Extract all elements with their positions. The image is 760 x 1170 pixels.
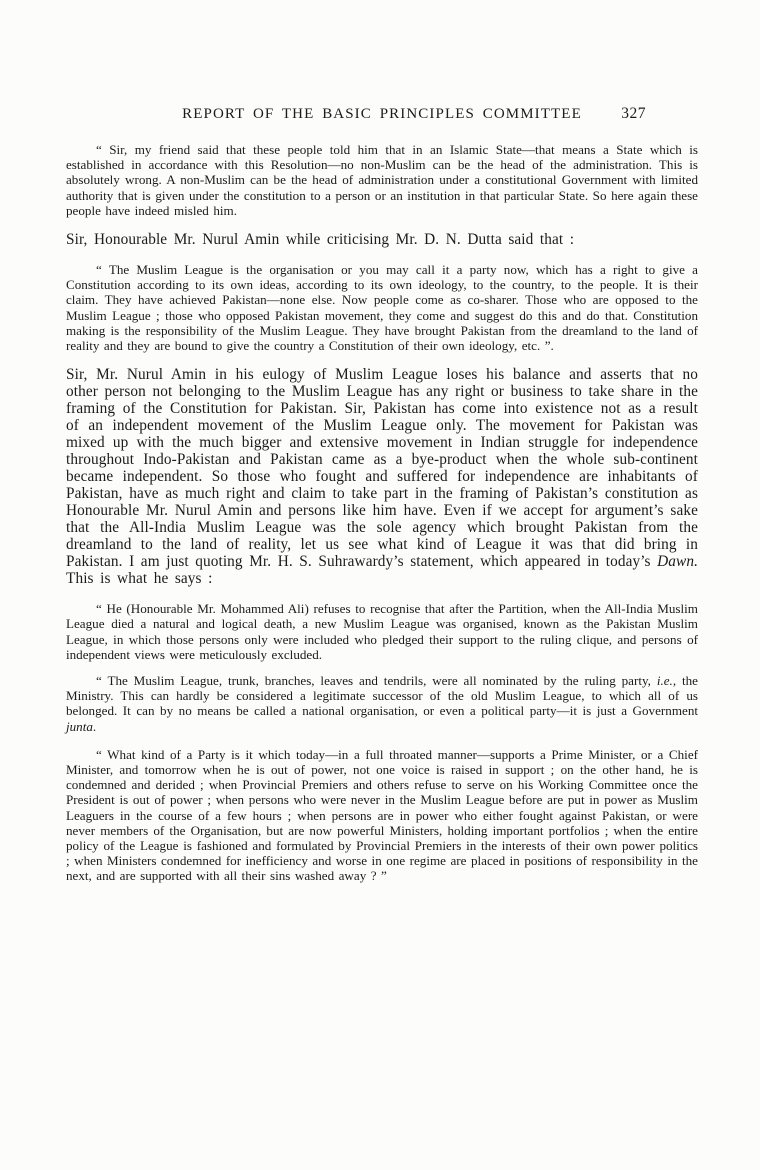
running-title: REPORT OF THE BASIC PRINCIPLES COMMITTEE <box>182 106 582 122</box>
italic-dawn: Dawn. <box>657 553 699 571</box>
quote-paragraph-mohammed-ali: “ He (Honourable Mr. Mohammed Ali) refuses to recognise that after the Partition, when the All-India Muslim League died a natural and logical death, a new Muslim League was organised, known as the Pakistan Muslim League, in which those persons only were included who pledged their support to the ruling clique, and persons of independent views were meticulously excluded. <box>66 601 698 662</box>
paragraph-text: the Ministry. This can hardly be considered a legitimate successor of the old Muslim League, to which all of us belonged. It can by no means be called a national organisation, or even a political party—it is just a Government <box>66 673 698 719</box>
page-number: 327 <box>621 105 646 122</box>
paragraph-text: . <box>92 718 97 734</box>
paragraph-eulogy-of-muslim-league <box>66 366 698 587</box>
quote-paragraph-what-kind-of-party: “ What kind of a Party is it which today—in a full throated manner—supports a Prime Minister, or a Chief Minister, and tomorrow when he is out of power, not one voice is raised in support ; on the other hand, he is condemned and derided ; when Provincial Premiers and others refuse to serve on his Working Committee once the President is out of power ; when persons who were never in the Muslim League before are put in power as Muslim Leaguers in the course of a few hours ; when persons are in power who either fought against Pakistan, or were never members of the Organisation, but are now powerful Ministers, holding important portfolios ; when the entire policy of the League is fashioned and formulated by Provincial Premiers in the interests of their own power politics ; when Ministers condemned for inefficiency and worse in one regime are placed in positions of responsibility in the next, and are supported with all their sins washed away ? ” <box>66 746 698 884</box>
italic-junta: junta <box>66 718 93 734</box>
page-body <box>66 142 698 884</box>
paragraph-text: “ The Muslim League, trunk, branches, leaves and tendrils, were all nominated by the ruling party, <box>96 673 657 689</box>
quote-paragraph-muslim-league-organisation: “ The Muslim League is the organisation or you may call it a party now, which has a right to give a Constitution according to its own ideas, according to its own ideology, to the country, to the people. It is their claim. They have achieved Pakistan—none else. Now people come as co-sharer. Those who are opposed to the Muslim League ; those who opposed Pakistan movement, they come and suggest do this and do that. Constitution making is the responsibility of the Muslim League. They have brought Pakistan from the dreamland to the land of reality and they are bound to give the country a Constitution of their own ideology, etc. ”. <box>66 262 698 354</box>
quote-paragraph-islamic-state: “ Sir, my friend said that these people told him that in an Islamic State—that means a State which is established in accordance with this Resolution—no non-Muslim can be the head of the administration. This is absolutely wrong. A non-Muslim can be the head of administration under a constitutional Government with limited authority that is given under the constitution to a person or an institution in that particular State. So here again these people have indeed misled him. <box>66 142 698 218</box>
paragraph-nurul-amin-criticising: Sir, Honourable Mr. Nurul Amin while criticising Mr. D. N. Dutta said that : <box>66 231 575 249</box>
paragraph-text: This is what he says : <box>66 570 213 588</box>
quote-paragraph-trunk-branches <box>66 673 698 734</box>
italic-ie: i.e., <box>656 673 677 689</box>
page-header <box>66 106 698 126</box>
paragraph-text: Sir, Mr. Nurul Amin in his eulogy of Muslim League loses his balance and asserts that no other person not belonging to the Muslim League has any right or business to take share in the framing of the Constitution for Pakistan. Sir, Pakistan has come into existence not as a result of an independent movement of the Muslim League only. The movement for Pakistan was mixed up with the much bigger and extensive movement in Indian struggle for independence throughout Indo-Pakistan and Pakistan came as a bye-product when the whole sub-continent became independent. So those who fought and suffered for independence are inhabitants of Pakistan, have as much right and claim to take part in the framing of Pakistan’s constitution as Honourable Mr. Nurul Amin and persons like him have. Even if we accept for argument’s sake that the All-India Muslim League was the sole agency which brought Pakistan from the dreamland to the land of reality, let us see what kind of League it was that did bring in Pakistan. I am just quoting Mr. H. S. Suhrawardy’s statement, which appeared in today’s <box>66 366 698 571</box>
